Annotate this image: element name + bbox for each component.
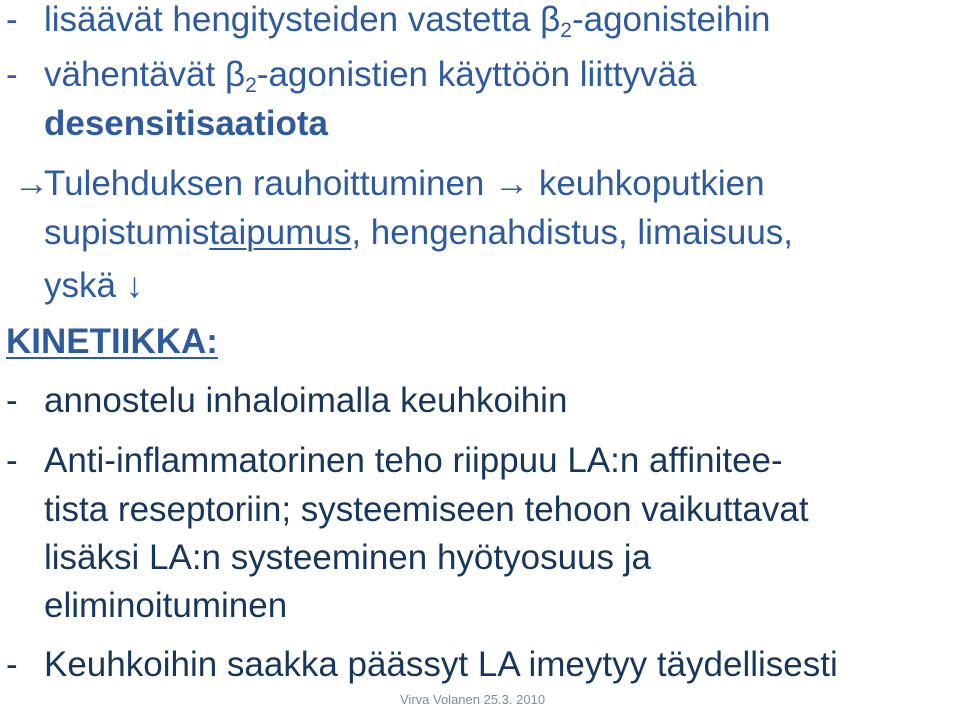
heading-text: KINETIIKKA: <box>6 322 218 361</box>
line-text: vähentävät β <box>44 55 246 94</box>
section-heading <box>0 322 218 362</box>
line-text: annostelu inhaloimalla keuhkoihin <box>44 381 568 420</box>
subscript: 2 <box>245 74 257 97</box>
kinetics-line-4 <box>0 538 651 578</box>
line-text: tista reseptoriin; systeemiseen tehoon vaikuttavat <box>44 490 809 529</box>
line-text: Keuhkoihin saakka päässyt LA imeytyy täydellisesti <box>44 645 838 684</box>
line-text: desensitisaatiota <box>44 104 328 143</box>
line-text: lisäävät hengitysteiden vastetta β <box>44 0 561 39</box>
bullet-line-2-cont <box>0 104 328 144</box>
right-arrow-icon: → <box>14 164 49 203</box>
right-arrow-icon: → <box>494 164 530 203</box>
down-arrow-icon: ↓ <box>125 266 144 305</box>
bullet-dash: - <box>6 0 18 39</box>
subscript: 2 <box>560 19 572 42</box>
kinetics-line-1 <box>0 381 567 421</box>
bullet-dash: - <box>6 645 18 684</box>
result-line-1 <box>0 164 765 204</box>
line-text: yskä <box>44 266 116 305</box>
line-text: supistumis <box>44 213 210 252</box>
line-text-tail: -agonisteihin <box>571 0 771 39</box>
line-text: lisäksi LA:n systeeminen hyötyosuus ja <box>44 538 651 577</box>
kinetics-line-5 <box>0 586 287 626</box>
result-line-2 <box>0 213 793 253</box>
bullet-line-1 <box>0 0 770 40</box>
bullet-dash: - <box>6 381 18 420</box>
bullet-dash: - <box>6 441 18 480</box>
line-text-tail: -agonistien käyttöön liittyvää <box>256 55 697 94</box>
result-line-3 <box>0 266 143 306</box>
footer-author-date: Virva Volanen 25.3. 2010 <box>400 692 546 707</box>
kinetics-line-6 <box>0 645 838 685</box>
line-text: Anti-inflammatorinen teho riippuu LA:n affinitee- <box>44 441 783 480</box>
line-text: keuhkoputkien <box>538 164 765 203</box>
line-text: eliminoituminen <box>44 586 288 625</box>
kinetics-line-3 <box>0 490 809 530</box>
bullet-dash: - <box>6 55 18 94</box>
underlined-text: taipumus <box>209 213 352 252</box>
kinetics-line-2 <box>0 441 783 481</box>
line-text: , hengenahdistus, limaisuus, <box>351 213 794 252</box>
bullet-line-2 <box>0 55 696 95</box>
line-text: Tulehduksen rauhoittuminen <box>44 164 485 203</box>
